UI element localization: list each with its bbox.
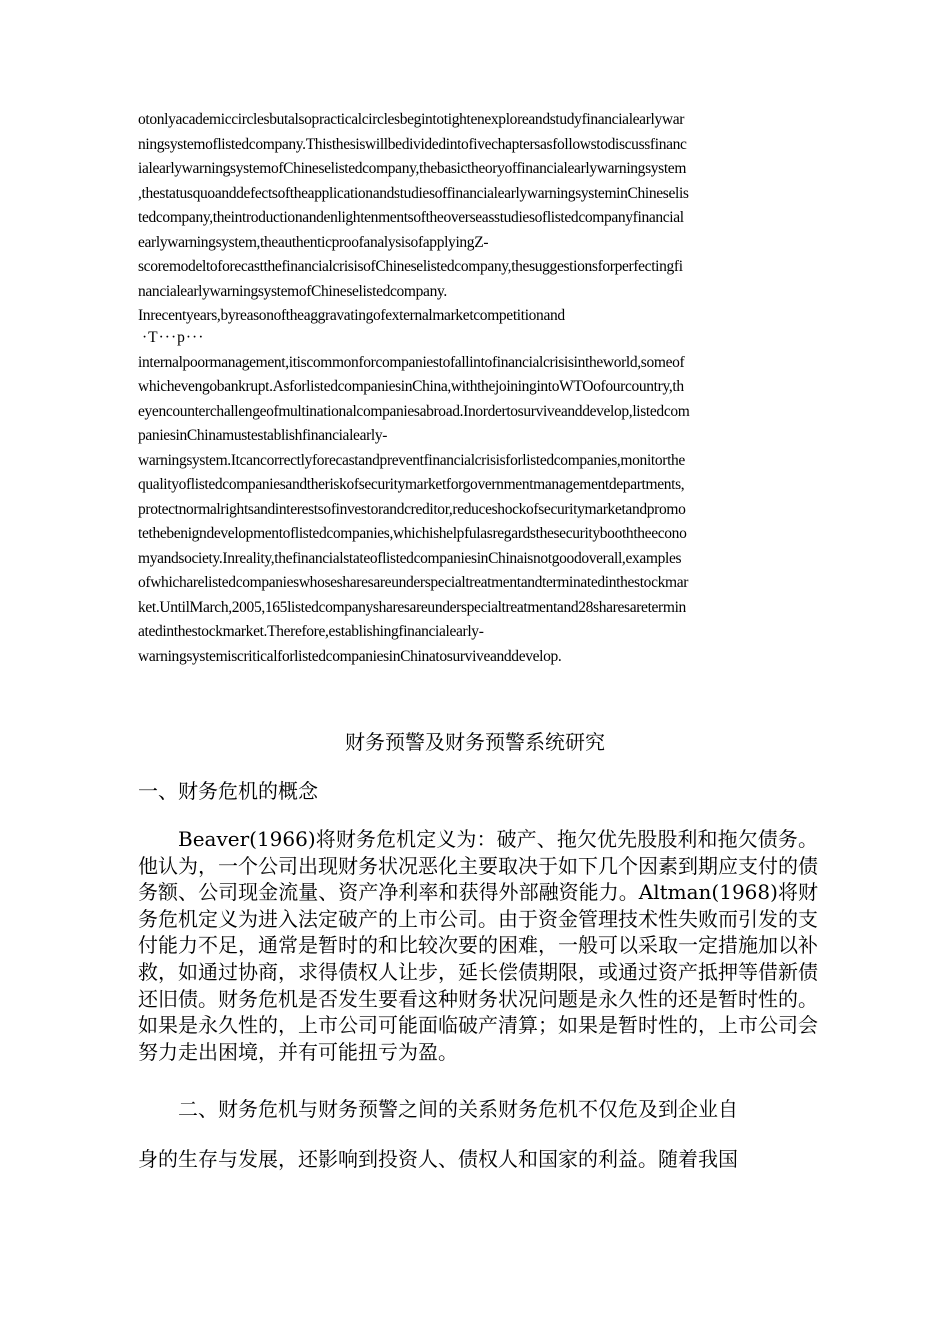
english-abstract — [138, 108, 818, 669]
section-heading: 一、财务危机的概念 — [138, 779, 318, 803]
abstract-line: otonlyacademiccirclesbutalsopracticalcirclesbegintotightenexploreandstudyfinancialearlywar — [138, 111, 685, 128]
abstract-line: atedinthestockmarket.Therefore,establishingfinancialearly- — [138, 623, 484, 640]
abstract-line: nancialearlywarningsystemofChineselistedcompany. — [138, 282, 447, 300]
body-paragraph: Beaver(1966)将财务危机定义为：破产、拖欠优先股股利和拖欠债务。他认为，一个公司出现财务状况恶化主要取决于如下几个因素到期应支付的债务额、公司现金流量、资产净利率和获得外部融资能力。Altman(1968)将财务危机定义为进入法定破产的上市公司。由于资金管理技术性失败而引发的支付能力不足，通常是暂时的和比较次要的困难，一般可以采取一定措施加以补救，如通过协商，求得债权人让步，延长偿债期限，或通过资产抵押等借新债还旧债。财务危机是否发生要看这种财务状况问题是永久性的还是暂时性的。如果是永久性的，上市公司可能面临破产清算；如果是暂时性的，上市公司会努力走出困境，并有可能扭亏为盈。 — [138, 827, 818, 1064]
body-paragraph-line: 二、财务危机与财务预警之间的关系财务危机不仅危及到企业自 — [178, 1097, 738, 1121]
body-paragraph-line: 身的生存与发展，还影响到投资人、债权人和国家的利益。随着我国 — [138, 1147, 738, 1171]
abstract-line: tethebenigndevelopmentoflistedcompanies,whichishelpfulasregardsthesecuritybooththeecono — [138, 525, 687, 542]
abstract-line: paniesinChinamustestablishfinancialearly- — [138, 427, 388, 444]
abstract-line: ofwhicharelistedcompanieswhosesharesareunderspecialtreatmentandterminatedinthestockmar — [138, 574, 689, 591]
abstract-line: myandsociety.Inreality,thefinancialstateoflistedcompaniesinChinaisnotgoodoverall,examples — [138, 549, 682, 567]
abstract-line: tedcompany,theintroductionandenlightenmentsoftheoverseasstudiesoflistedcompanyfinancial — [138, 209, 684, 226]
section-title: 财务预警及财务预警系统研究 — [345, 730, 605, 754]
abstract-line: warningsystem.Itcancorrectlyforecastandpreventfinancialcrisisforlistedcompanies,monitorthe — [138, 451, 685, 469]
abstract-line: protectnormalrightsandinterestsofinvestorandcreditor,reduceshockofsecuritymarketandpromo — [138, 500, 686, 518]
page-marker-dots: ·T···p··· — [142, 328, 205, 346]
abstract-line: ialearlywarningsystemofChineselistedcompany,thebasictheoryoffinancialearlywarningsystem — [138, 160, 687, 177]
abstract-line: warningsystemiscriticalforlistedcompaniesinChinatosurviveanddevelop. — [138, 647, 562, 665]
abstract-line: qualityoflistedcompaniesandtheriskofsecuritymarketforgovernmentmanagementdepartments, — [138, 476, 685, 493]
abstract-line: ,thestatusquoanddefectsoftheapplicationandstudiesoffinancialearlywarningsysteminChineselis — [138, 184, 689, 202]
abstract-line: Inrecentyears,byreasonoftheaggravatingofexternalmarketcompetitionand — [138, 307, 565, 324]
abstract-line: internalpoormanagement,itiscommonforcompaniestofallintofinancialcrisisintheworld,someof — [138, 353, 685, 371]
abstract-line: ningsystemoflistedcompany.Thisthesiswillbedividedintofivechaptersasfollowstodiscussfinanc — [138, 135, 687, 153]
abstract-line: earlywarningsystem,theauthenticproofanalysisofapplyingZ- — [138, 233, 489, 251]
abstract-line: ket.UntilMarch,2005,165listedcompanysharesareunderspecialtreatmentand28sharesaretermin — [138, 598, 686, 616]
abstract-line: eyencounterchallengeofmultinationalcompaniesabroad.Inordertosurviveanddevelop,listedcom — [138, 402, 690, 420]
abstract-line: whichevengobankrupt.AsforlistedcompaniesinChina,withthejoiningintoWTOofourcountry,th — [138, 378, 684, 395]
abstract-line: scoremodeltoforecastthefinancialcrisisofChineselistedcompany,thesuggestionsforperfectingfi — [138, 258, 683, 275]
